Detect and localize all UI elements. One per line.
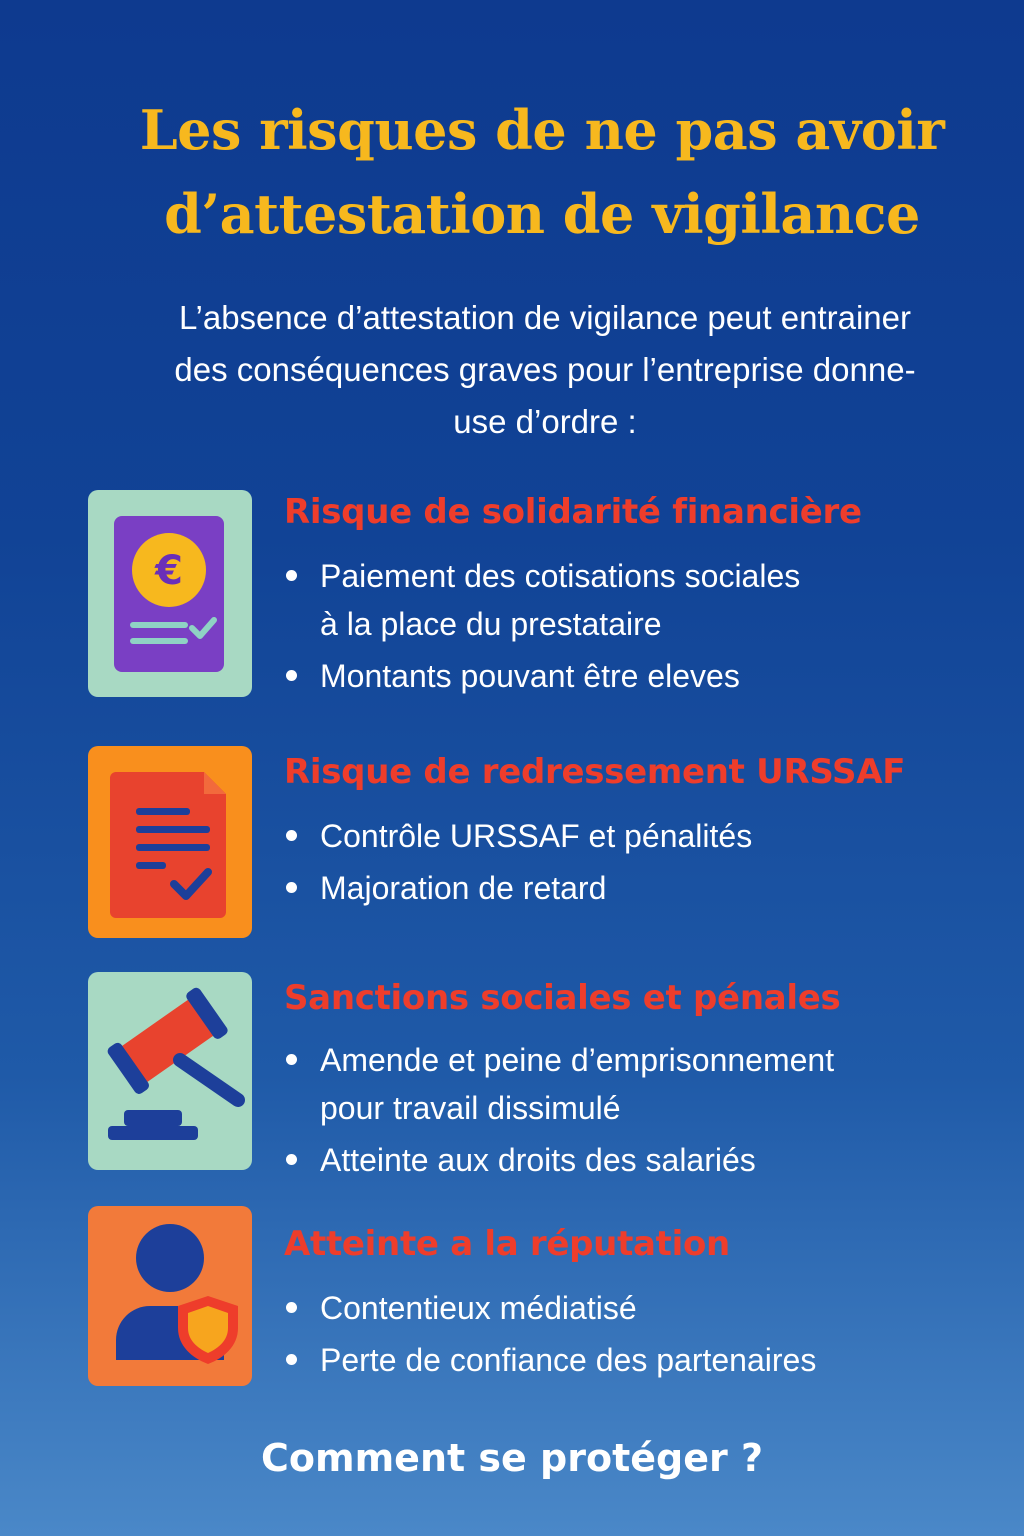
bullet-dot-icon [286, 1354, 297, 1365]
risk-item-reputation [88, 1206, 988, 1388]
bullet-dot-icon [286, 882, 297, 893]
bullet-text: Contrôle URSSAF et pénalités [320, 818, 753, 854]
intro-line-1: L’absence d’attestation de vigilance peut entrainer [178, 299, 911, 336]
gavel-icon [88, 972, 252, 1170]
bullet-dot-icon [286, 1154, 297, 1165]
list-item [284, 1136, 834, 1184]
bullet-dot-icon [286, 670, 297, 681]
checked-document-icon [88, 746, 252, 938]
list-item [284, 1284, 816, 1332]
bullet-text: Paiement des cotisations sociales [320, 558, 801, 594]
risk-title: Atteinte a la réputation [284, 1224, 730, 1264]
intro-paragraph [110, 292, 980, 448]
bullet-dot-icon [286, 1302, 297, 1313]
risk-item-solidarite [88, 490, 988, 700]
bullet-text: Montants pouvant être eleves [320, 658, 740, 694]
risk-item-urssaf [88, 746, 988, 938]
risk-bullet-list [284, 1036, 834, 1188]
svg-text:€: € [155, 548, 183, 594]
page-title [60, 88, 1024, 256]
person-shield-icon [88, 1206, 252, 1386]
list-item [284, 864, 752, 912]
page-title-line-1: Les risques de ne pas avoir [139, 98, 945, 162]
risk-title: Risque de solidarité financière [284, 492, 862, 532]
bullet-text: Contentieux médiatisé [320, 1290, 637, 1326]
bullet-dot-icon [286, 570, 297, 581]
risk-bullet-list [284, 812, 752, 916]
risk-title: Sanctions sociales et pénales [284, 978, 841, 1018]
bullet-text: Amende et peine d’emprisonnement [320, 1042, 835, 1078]
list-item [284, 652, 800, 700]
bullet-dot-icon [286, 1054, 297, 1065]
bullet-text-continued: pour travail dissimulé [320, 1090, 621, 1126]
intro-line-3: use d’ordre : [453, 403, 637, 440]
list-item [284, 552, 800, 648]
risk-bullet-list [284, 552, 800, 704]
bullet-text: Perte de confiance des partenaires [320, 1342, 817, 1378]
bullet-text: Majoration de retard [320, 870, 607, 906]
euro-document-icon [88, 490, 252, 697]
risk-bullet-list [284, 1284, 816, 1388]
bullet-text-continued: à la place du prestataire [320, 606, 662, 642]
list-item [284, 1036, 834, 1132]
list-item [284, 1336, 816, 1384]
risk-item-sanctions [88, 972, 988, 1178]
list-item [284, 812, 752, 860]
page-title-line-2: d’attestation de vigilance [164, 182, 920, 246]
footer-cta: Comment se protéger ? [261, 1436, 763, 1480]
bullet-text: Atteinte aux droits des salariés [320, 1142, 756, 1178]
intro-line-2: des conséquences graves pour l’entreprise donne- [174, 351, 916, 388]
bullet-dot-icon [286, 830, 297, 841]
risk-title: Risque de redressement URSSAF [284, 752, 906, 792]
